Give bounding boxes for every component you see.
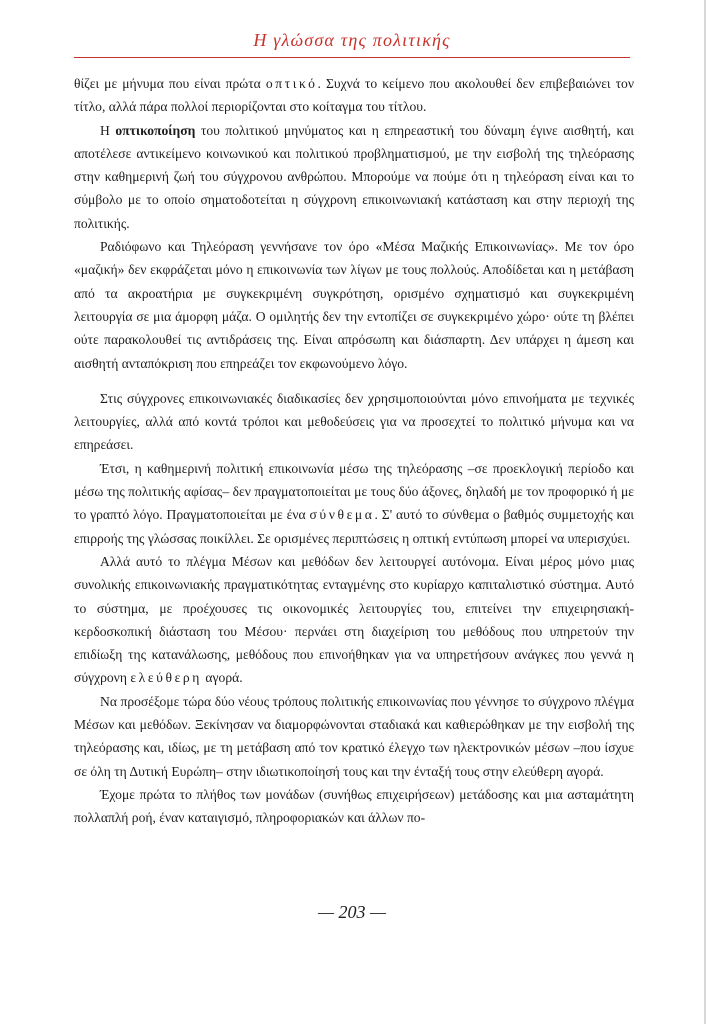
text-run: Να προσέξομε τώρα δύο νέους τρόπους πολιτικής επικοινωνίας που γέννησε το σύγχρονο πλέγμα Μέσων και μεθόδων. Ξεκίνησαν να διαμορφώνονται σταδιακά και καθιερώθηκαν με την εισβολή της τηλεόρασης και, ιδίως, με τη μετάβαση από τον κρατικό έλεγχο των ηλεκτρονικών μέσων –που ίσχυε σε όλη τη Δυτική Ευρώπη– στην ιδιωτικοποίησή τους και την ένταξή τους στην ελεύθερη αγορά. xyxy=(74,693,634,779)
text-run: Έτσι, η καθημερινή πολιτική επικοινωνία μέσω της τηλεόρασης –σε προεκλογική περίοδο και μέσω της πολιτικής αφίσας– δεν πραγματοποιείται με τους δύο άξονες, δηλαδή με τον προφορικό ή με το γραπτό λόγο. Πραγματοποιείται με ένα xyxy=(74,460,634,523)
bold-term: οπτικοποίηση xyxy=(115,122,196,138)
running-head-rule xyxy=(74,57,630,58)
paragraph-p3 xyxy=(74,235,634,375)
paragraph-p1 xyxy=(74,72,634,119)
spaced-emphasis: σύνθεμα xyxy=(309,507,375,523)
page-number: — 203 — xyxy=(317,902,386,922)
running-head: Η γλώσσα της πολιτικής xyxy=(253,30,451,50)
text-run: αγορά. xyxy=(202,670,243,686)
text-run: . Σ' αυτό το σύνθεμα ο βαθμός συμμετοχής και επιρροής της γλώσσας ποικίλλει. Σε ορισμένες περιπτώσεις η οπτική εντύπωση μπορεί να υπερισχύει. xyxy=(74,507,635,546)
text-run: Έχομε πρώτα το πλήθος των μονάδων (συνήθως επιχειρήσεων) μετάδοσης και μια ασταμάτητη πολλαπλή ροή, έναν καταιγισμό, πληροφοριακών και άλλων πο- xyxy=(74,786,634,826)
text-run: του πολιτικού μηνύματος και η επηρεαστική του δύναμη έγινε αισθητή, και αποτέλεσε αντικείμενο κοινωνικού και πολιτικού προβληματισμού, με την εισβολή της τηλεόρασης στην καθημερινή ζωή του σύγχρονου ανθρώπου. Μπορούμε να πούμε ότι η τηλεόραση είναι και το σύμβολο με το οποίο σηματοδοτείται η σύγχρονη επικοινωνιακή κατάσταση και στην περιοχή της πολιτικής. xyxy=(74,122,635,231)
paragraph-p6 xyxy=(74,550,634,690)
paragraph-p8 xyxy=(74,783,634,830)
text-run: Στις σύγχρονες επικοινωνιακές διαδικασίες δεν χρησιμοποιούνται μόνο επινοήματα με τεχνικές λειτουργίες, αλλά από κοντά τρόποι και μεθοδεύσεις για να προσεχτεί το πολιτικό μήνυμα και να επηρεάσει. xyxy=(74,390,634,453)
spaced-emphasis: οπτικό xyxy=(265,76,318,91)
paragraph-p7 xyxy=(74,690,634,783)
text-run: θίζει με μήνυμα που είναι πρώτα xyxy=(74,76,266,91)
spaced-emphasis: ελεύθερη xyxy=(130,670,202,686)
text-run: Ραδιόφωνο και Τηλεόραση γεννήσανε τον όρο «Μέσα Μαζικής Επικοινωνίας». Με τον όρο «μαζική» δεν εκφράζεται μόνο η επικοινωνία των λίγων με τους πολλούς. Αποδίδεται και η μετάβαση από τα ακροατήρια με συγκεκριμένη συγκρότηση, ορισμένο σχηματισμό και συγκεκριμένη λειτουργία σε μια άμορφη μάζα. Ο ομιλητής δεν την εντοπίζει σε συγκεκριμένο χώρο· ούτε τη βλέπει ούτε παρακολουθεί τις αντιδράσεις της. Είναι απρόσωπη και διάσπαρτη. Δεν υπάρχει η άμεση και αισθητή ανταπόκριση που επηρεάζει τον εκφωνούμενο λόγο. xyxy=(74,239,634,371)
paragraph-p4 xyxy=(74,387,634,457)
text-run: Αλλά αυτό το πλέγμα Μέσων και μεθόδων δεν λειτουργεί αυτόνομα. Είναι μέρος μόνο μιας συνολικής επικοινωνιακής πραγματικότητας ενταγμένης στο κυρίαρχο καπιταλιστικό σύστημα. Αυτό το σύστημα, με προέχουσες τις οικονομικές λειτουργίες του, επιτείνει την επιχειρησιακή-κερδοσκοπική διάσταση του Μέσου· περνάει στη διαχείριση του μεθόδους που υπηρετούν την επιδίωξη της κατανάλωσης, μεθόδους που επινοήθηκαν για να υπηρετήσουν ανάγκες που γεννά η σύγχρονη xyxy=(74,553,634,686)
paragraph-p2 xyxy=(74,119,634,235)
text-run: Η xyxy=(100,122,116,138)
body-text xyxy=(74,72,634,830)
text-run: . Συχνά το κείμενο που ακολουθεί δεν επιβεβαιώνει τον τίτλο, αλλά πάρα πολλοί περιορίζονται στο κοίταγμα του τίτλου. xyxy=(74,76,634,115)
paragraph-p5 xyxy=(74,457,634,550)
